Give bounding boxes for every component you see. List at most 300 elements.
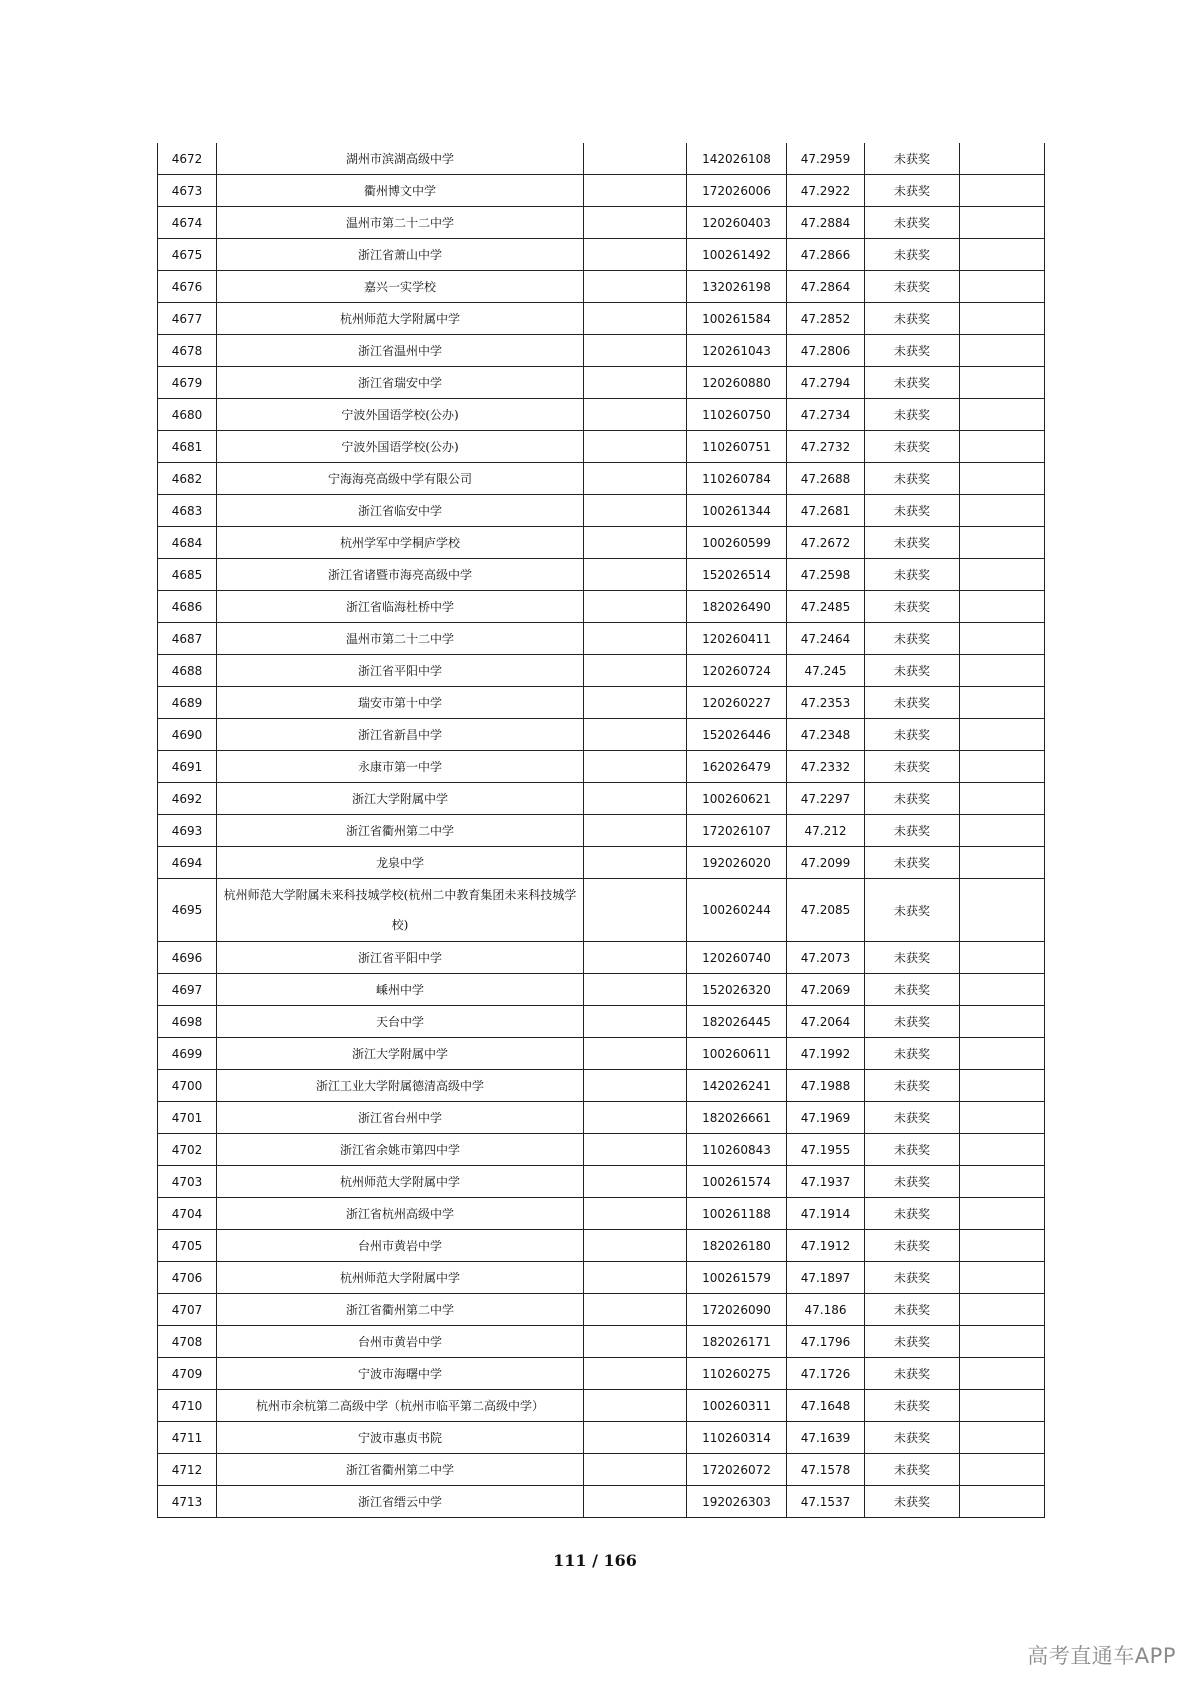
score-cell: 47.2794 — [787, 367, 865, 399]
table-row — [158, 1198, 1045, 1230]
rank-cell: 4697 — [158, 974, 217, 1006]
award-cell: 未获奖 — [865, 1454, 960, 1486]
exam-id-cell: 100260611 — [687, 1038, 787, 1070]
exam-id-cell: 110260275 — [687, 1358, 787, 1390]
table-row — [158, 751, 1045, 783]
blank-cell — [584, 207, 687, 239]
exam-id-cell: 120260227 — [687, 687, 787, 719]
school-cell: 浙江省温州中学 — [217, 335, 584, 367]
rank-cell: 4688 — [158, 655, 217, 687]
rank-cell: 4674 — [158, 207, 217, 239]
table-row — [158, 1230, 1045, 1262]
table-row — [158, 1262, 1045, 1294]
exam-id-cell: 142026108 — [687, 143, 787, 175]
table-row — [158, 463, 1045, 495]
school-cell: 浙江省缙云中学 — [217, 1486, 584, 1518]
school-cell: 宁波市海曙中学 — [217, 1358, 584, 1390]
exam-id-cell: 142026241 — [687, 1070, 787, 1102]
score-cell: 47.2806 — [787, 335, 865, 367]
school-cell: 浙江省平阳中学 — [217, 655, 584, 687]
award-cell: 未获奖 — [865, 974, 960, 1006]
remark-cell — [960, 207, 1045, 239]
award-cell: 未获奖 — [865, 815, 960, 847]
blank-cell — [584, 783, 687, 815]
rank-cell: 4686 — [158, 591, 217, 623]
rank-cell: 4712 — [158, 1454, 217, 1486]
exam-id-cell: 110260751 — [687, 431, 787, 463]
remark-cell — [960, 655, 1045, 687]
exam-id-cell: 100261574 — [687, 1166, 787, 1198]
rank-cell: 4672 — [158, 143, 217, 175]
rank-cell: 4677 — [158, 303, 217, 335]
school-cell: 浙江省瑞安中学 — [217, 367, 584, 399]
rank-cell: 4695 — [158, 879, 217, 942]
rank-cell: 4710 — [158, 1390, 217, 1422]
score-cell: 47.1992 — [787, 1038, 865, 1070]
award-cell: 未获奖 — [865, 847, 960, 879]
table-row — [158, 1294, 1045, 1326]
remark-cell — [960, 1454, 1045, 1486]
exam-id-cell: 110260314 — [687, 1422, 787, 1454]
blank-cell — [584, 655, 687, 687]
exam-id-cell: 100260621 — [687, 783, 787, 815]
school-cell: 杭州市余杭第二高级中学（杭州市临平第二高级中学） — [217, 1390, 584, 1422]
table-row — [158, 623, 1045, 655]
school-cell: 天台中学 — [217, 1006, 584, 1038]
exam-id-cell: 182026490 — [687, 591, 787, 623]
school-cell: 台州市黄岩中学 — [217, 1230, 584, 1262]
blank-cell — [584, 942, 687, 974]
school-cell: 衢州博文中学 — [217, 175, 584, 207]
blank-cell — [584, 1262, 687, 1294]
score-cell: 47.2069 — [787, 974, 865, 1006]
score-cell: 47.1912 — [787, 1230, 865, 1262]
school-cell: 瑞安市第十中学 — [217, 687, 584, 719]
remark-cell — [960, 431, 1045, 463]
blank-cell — [584, 879, 687, 942]
award-cell: 未获奖 — [865, 879, 960, 942]
blank-cell — [584, 1294, 687, 1326]
rank-cell: 4676 — [158, 271, 217, 303]
school-cell: 宁波外国语学校(公办) — [217, 399, 584, 431]
school-cell: 浙江省诸暨市海亮高级中学 — [217, 559, 584, 591]
blank-cell — [584, 974, 687, 1006]
remark-cell — [960, 239, 1045, 271]
rank-cell: 4698 — [158, 1006, 217, 1038]
rank-cell: 4683 — [158, 495, 217, 527]
score-cell: 47.1937 — [787, 1166, 865, 1198]
score-cell: 47.2959 — [787, 143, 865, 175]
score-cell: 47.2073 — [787, 942, 865, 974]
score-cell: 47.1988 — [787, 1070, 865, 1102]
award-cell: 未获奖 — [865, 719, 960, 751]
exam-id-cell: 110260843 — [687, 1134, 787, 1166]
remark-cell — [960, 1134, 1045, 1166]
rank-cell: 4711 — [158, 1422, 217, 1454]
rank-cell: 4678 — [158, 335, 217, 367]
score-cell: 47.1796 — [787, 1326, 865, 1358]
rank-cell: 4713 — [158, 1486, 217, 1518]
remark-cell — [960, 367, 1045, 399]
remark-cell — [960, 527, 1045, 559]
rank-cell: 4687 — [158, 623, 217, 655]
rank-cell: 4705 — [158, 1230, 217, 1262]
blank-cell — [584, 687, 687, 719]
blank-cell — [584, 1326, 687, 1358]
table-row — [158, 719, 1045, 751]
school-cell: 宁海海亮高级中学有限公司 — [217, 463, 584, 495]
award-cell: 未获奖 — [865, 687, 960, 719]
school-cell: 杭州师范大学附属中学 — [217, 1166, 584, 1198]
exam-id-cell: 100261188 — [687, 1198, 787, 1230]
score-cell: 47.2688 — [787, 463, 865, 495]
school-cell: 杭州师范大学附属中学 — [217, 1262, 584, 1294]
award-cell: 未获奖 — [865, 1134, 960, 1166]
award-cell: 未获奖 — [865, 1102, 960, 1134]
rank-cell: 4708 — [158, 1326, 217, 1358]
table-row — [158, 1326, 1045, 1358]
remark-cell — [960, 1230, 1045, 1262]
school-cell: 嘉兴一实学校 — [217, 271, 584, 303]
award-cell: 未获奖 — [865, 1326, 960, 1358]
score-cell: 47.212 — [787, 815, 865, 847]
table-row — [158, 559, 1045, 591]
award-cell: 未获奖 — [865, 143, 960, 175]
score-cell: 47.1897 — [787, 1262, 865, 1294]
score-cell: 47.2922 — [787, 175, 865, 207]
rank-cell: 4702 — [158, 1134, 217, 1166]
exam-id-cell: 172026072 — [687, 1454, 787, 1486]
award-cell: 未获奖 — [865, 207, 960, 239]
award-cell: 未获奖 — [865, 623, 960, 655]
exam-id-cell: 172026090 — [687, 1294, 787, 1326]
score-cell: 47.2099 — [787, 847, 865, 879]
exam-id-cell: 162026479 — [687, 751, 787, 783]
award-cell: 未获奖 — [865, 1486, 960, 1518]
score-cell: 47.2485 — [787, 591, 865, 623]
exam-id-cell: 192026303 — [687, 1486, 787, 1518]
school-cell: 杭州师范大学附属中学 — [217, 303, 584, 335]
exam-id-cell: 120260411 — [687, 623, 787, 655]
exam-id-cell: 172026006 — [687, 175, 787, 207]
rank-cell: 4685 — [158, 559, 217, 591]
table-row — [158, 783, 1045, 815]
table-row — [158, 335, 1045, 367]
rank-cell: 4693 — [158, 815, 217, 847]
score-cell: 47.2864 — [787, 271, 865, 303]
exam-id-cell: 152026446 — [687, 719, 787, 751]
school-cell: 浙江省临海杜桥中学 — [217, 591, 584, 623]
school-cell: 嵊州中学 — [217, 974, 584, 1006]
school-cell: 浙江大学附属中学 — [217, 783, 584, 815]
blank-cell — [584, 175, 687, 207]
school-cell: 浙江省衢州第二中学 — [217, 815, 584, 847]
table-row — [158, 1486, 1045, 1518]
rank-cell: 4694 — [158, 847, 217, 879]
blank-cell — [584, 431, 687, 463]
school-cell: 湖州市滨湖高级中学 — [217, 143, 584, 175]
remark-cell — [960, 751, 1045, 783]
school-cell: 永康市第一中学 — [217, 751, 584, 783]
school-cell: 浙江工业大学附属德清高级中学 — [217, 1070, 584, 1102]
blank-cell — [584, 527, 687, 559]
exam-id-cell: 100260311 — [687, 1390, 787, 1422]
remark-cell — [960, 591, 1045, 623]
blank-cell — [584, 239, 687, 271]
rank-cell: 4700 — [158, 1070, 217, 1102]
blank-cell — [584, 1166, 687, 1198]
score-cell: 47.2866 — [787, 239, 865, 271]
table-row — [158, 1358, 1045, 1390]
blank-cell — [584, 719, 687, 751]
score-cell: 47.2348 — [787, 719, 865, 751]
table-row — [158, 1102, 1045, 1134]
table-row — [158, 399, 1045, 431]
rank-cell: 4704 — [158, 1198, 217, 1230]
blank-cell — [584, 1006, 687, 1038]
table-row — [158, 1422, 1045, 1454]
school-cell: 浙江省萧山中学 — [217, 239, 584, 271]
table-row — [158, 1038, 1045, 1070]
table-row — [158, 1006, 1045, 1038]
score-cell: 47.2085 — [787, 879, 865, 942]
blank-cell — [584, 847, 687, 879]
award-cell: 未获奖 — [865, 1358, 960, 1390]
rank-cell: 4680 — [158, 399, 217, 431]
rank-cell: 4690 — [158, 719, 217, 751]
table-row — [158, 815, 1045, 847]
award-cell: 未获奖 — [865, 527, 960, 559]
blank-cell — [584, 1486, 687, 1518]
blank-cell — [584, 1070, 687, 1102]
exam-id-cell: 152026320 — [687, 974, 787, 1006]
table-row — [158, 1166, 1045, 1198]
remark-cell — [960, 687, 1045, 719]
exam-id-cell: 100261579 — [687, 1262, 787, 1294]
exam-id-cell: 120260740 — [687, 942, 787, 974]
school-cell: 浙江省余姚市第四中学 — [217, 1134, 584, 1166]
award-cell: 未获奖 — [865, 495, 960, 527]
exam-id-cell: 120261043 — [687, 335, 787, 367]
score-cell: 47.2884 — [787, 207, 865, 239]
school-cell: 宁波市惠贞书院 — [217, 1422, 584, 1454]
award-cell: 未获奖 — [865, 463, 960, 495]
table-row — [158, 303, 1045, 335]
score-cell: 47.1648 — [787, 1390, 865, 1422]
score-cell: 47.2681 — [787, 495, 865, 527]
score-cell: 47.2852 — [787, 303, 865, 335]
blank-cell — [584, 143, 687, 175]
score-cell: 47.245 — [787, 655, 865, 687]
score-cell: 47.2464 — [787, 623, 865, 655]
score-cell: 47.1969 — [787, 1102, 865, 1134]
remark-cell — [960, 1166, 1045, 1198]
rank-cell: 4682 — [158, 463, 217, 495]
remark-cell — [960, 1262, 1045, 1294]
table-row — [158, 271, 1045, 303]
table-row — [158, 527, 1045, 559]
exam-id-cell: 100261584 — [687, 303, 787, 335]
table-row — [158, 1454, 1045, 1486]
blank-cell — [584, 367, 687, 399]
remark-cell — [960, 879, 1045, 942]
rank-cell: 4696 — [158, 942, 217, 974]
award-cell: 未获奖 — [865, 239, 960, 271]
blank-cell — [584, 1454, 687, 1486]
table-row — [158, 1390, 1045, 1422]
blank-cell — [584, 591, 687, 623]
school-cell: 杭州师范大学附属未来科技城学校(杭州二中教育集团未来科技城学校) — [217, 879, 584, 942]
award-cell: 未获奖 — [865, 751, 960, 783]
remark-cell — [960, 1070, 1045, 1102]
score-cell: 47.2332 — [787, 751, 865, 783]
exam-id-cell: 110260750 — [687, 399, 787, 431]
exam-id-cell: 120260403 — [687, 207, 787, 239]
table-row — [158, 495, 1045, 527]
blank-cell — [584, 271, 687, 303]
blank-cell — [584, 495, 687, 527]
score-cell: 47.2353 — [787, 687, 865, 719]
table-row — [158, 591, 1045, 623]
remark-cell — [960, 1038, 1045, 1070]
rank-cell: 4681 — [158, 431, 217, 463]
award-cell: 未获奖 — [865, 655, 960, 687]
award-cell: 未获奖 — [865, 431, 960, 463]
remark-cell — [960, 815, 1045, 847]
table-row — [158, 1134, 1045, 1166]
school-cell: 浙江省平阳中学 — [217, 942, 584, 974]
blank-cell — [584, 1134, 687, 1166]
award-cell: 未获奖 — [865, 783, 960, 815]
score-cell: 47.186 — [787, 1294, 865, 1326]
remark-cell — [960, 1102, 1045, 1134]
award-cell: 未获奖 — [865, 1230, 960, 1262]
score-cell: 47.2734 — [787, 399, 865, 431]
table-row — [158, 655, 1045, 687]
remark-cell — [960, 623, 1045, 655]
rank-cell: 4701 — [158, 1102, 217, 1134]
rank-cell: 4706 — [158, 1262, 217, 1294]
award-cell: 未获奖 — [865, 1006, 960, 1038]
rank-cell: 4709 — [158, 1358, 217, 1390]
rank-cell: 4699 — [158, 1038, 217, 1070]
exam-id-cell: 172026107 — [687, 815, 787, 847]
page-number: 111 / 166 — [553, 1551, 637, 1570]
remark-cell — [960, 974, 1045, 1006]
blank-cell — [584, 623, 687, 655]
school-cell: 浙江省台州中学 — [217, 1102, 584, 1134]
watermark-text: 高考直通车APP — [1027, 1644, 1176, 1668]
score-cell: 47.1914 — [787, 1198, 865, 1230]
results-table — [157, 143, 1045, 1518]
blank-cell — [584, 303, 687, 335]
remark-cell — [960, 1390, 1045, 1422]
remark-cell — [960, 847, 1045, 879]
blank-cell — [584, 463, 687, 495]
rank-cell: 4673 — [158, 175, 217, 207]
table-row — [158, 687, 1045, 719]
exam-id-cell: 100261344 — [687, 495, 787, 527]
remark-cell — [960, 175, 1045, 207]
blank-cell — [584, 335, 687, 367]
table-row — [158, 239, 1045, 271]
award-cell: 未获奖 — [865, 303, 960, 335]
blank-cell — [584, 1358, 687, 1390]
score-cell: 47.2598 — [787, 559, 865, 591]
exam-id-cell: 100261492 — [687, 239, 787, 271]
remark-cell — [960, 559, 1045, 591]
school-cell: 浙江省衢州第二中学 — [217, 1454, 584, 1486]
exam-id-cell: 182026661 — [687, 1102, 787, 1134]
remark-cell — [960, 303, 1045, 335]
table-row — [158, 175, 1045, 207]
award-cell: 未获奖 — [865, 1038, 960, 1070]
exam-id-cell: 152026514 — [687, 559, 787, 591]
table-row — [158, 431, 1045, 463]
rank-cell: 4675 — [158, 239, 217, 271]
exam-id-cell: 120260724 — [687, 655, 787, 687]
school-cell: 温州市第二十二中学 — [217, 207, 584, 239]
table-row — [158, 847, 1045, 879]
remark-cell — [960, 942, 1045, 974]
award-cell: 未获奖 — [865, 942, 960, 974]
table-row — [158, 879, 1045, 942]
exam-id-cell: 100260599 — [687, 527, 787, 559]
score-cell: 47.2064 — [787, 1006, 865, 1038]
school-cell: 杭州学军中学桐庐学校 — [217, 527, 584, 559]
exam-id-cell: 100260244 — [687, 879, 787, 942]
exam-id-cell: 110260784 — [687, 463, 787, 495]
award-cell: 未获奖 — [865, 335, 960, 367]
rank-cell: 4691 — [158, 751, 217, 783]
award-cell: 未获奖 — [865, 175, 960, 207]
table-row — [158, 207, 1045, 239]
school-cell: 温州市第二十二中学 — [217, 623, 584, 655]
blank-cell — [584, 1230, 687, 1262]
school-cell: 浙江省新昌中学 — [217, 719, 584, 751]
rank-cell: 4703 — [158, 1166, 217, 1198]
blank-cell — [584, 399, 687, 431]
award-cell: 未获奖 — [865, 367, 960, 399]
table-row — [158, 974, 1045, 1006]
score-cell: 47.2297 — [787, 783, 865, 815]
remark-cell — [960, 271, 1045, 303]
remark-cell — [960, 1294, 1045, 1326]
remark-cell — [960, 399, 1045, 431]
table-row — [158, 1070, 1045, 1102]
remark-cell — [960, 783, 1045, 815]
rank-cell: 4689 — [158, 687, 217, 719]
award-cell: 未获奖 — [865, 559, 960, 591]
award-cell: 未获奖 — [865, 1262, 960, 1294]
table-row — [158, 942, 1045, 974]
rank-cell: 4679 — [158, 367, 217, 399]
remark-cell — [960, 719, 1045, 751]
blank-cell — [584, 751, 687, 783]
remark-cell — [960, 1198, 1045, 1230]
remark-cell — [960, 1422, 1045, 1454]
score-cell: 47.1726 — [787, 1358, 865, 1390]
rank-cell: 4692 — [158, 783, 217, 815]
school-cell: 宁波外国语学校(公办) — [217, 431, 584, 463]
exam-id-cell: 132026198 — [687, 271, 787, 303]
score-cell: 47.2672 — [787, 527, 865, 559]
school-cell: 龙泉中学 — [217, 847, 584, 879]
table-row — [158, 367, 1045, 399]
award-cell: 未获奖 — [865, 1422, 960, 1454]
award-cell: 未获奖 — [865, 1166, 960, 1198]
remark-cell — [960, 463, 1045, 495]
